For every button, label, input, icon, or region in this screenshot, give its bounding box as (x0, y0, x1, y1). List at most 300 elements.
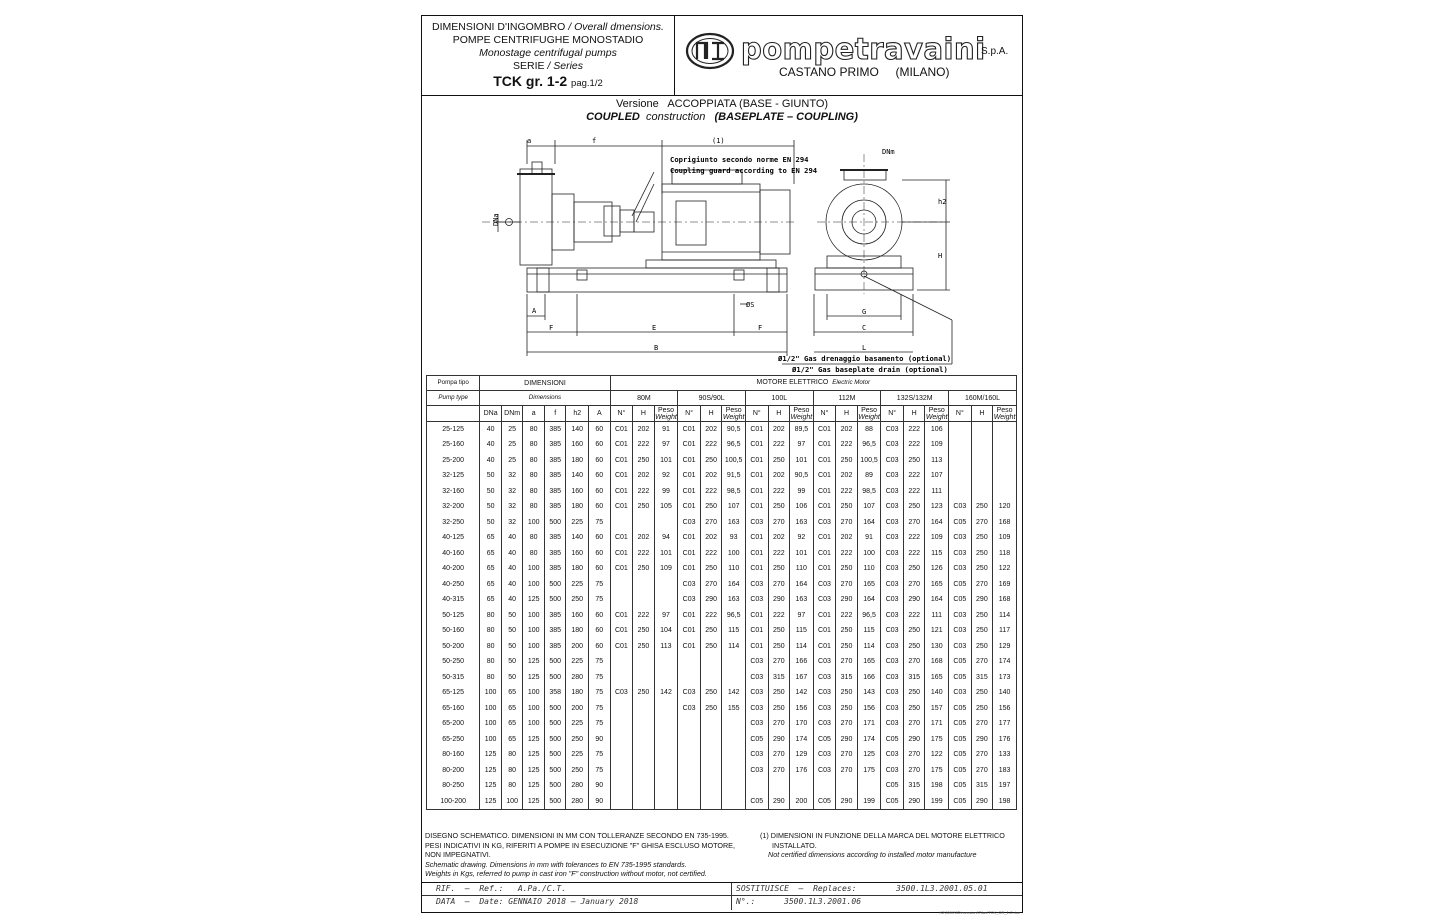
construction-type: COUPLED (586, 111, 640, 123)
pump-type-cell: 25-200 (427, 453, 480, 469)
motor-code-cell: C01 (610, 623, 633, 639)
pump-type-cell: 25-125 (427, 422, 480, 438)
drain-note-it: Ø1/2" Gas drenaggio basamento (optional) (778, 354, 952, 363)
motor-code-cell: C01 (678, 561, 701, 577)
motor-height-cell (971, 437, 993, 453)
motor-subcolumn-header: H (768, 406, 790, 422)
dimension-cell: 50 (501, 639, 523, 655)
weight-cell: 113 (654, 639, 678, 655)
dimension-column-header: f (544, 406, 566, 422)
motor-height-cell: 290 (903, 794, 925, 810)
weight-cell: 96,5 (722, 437, 746, 453)
motor-code-cell: C03 (745, 716, 768, 732)
weight-cell: 115 (790, 623, 814, 639)
motor-height-cell: 222 (768, 437, 790, 453)
motor-code-cell: C01 (610, 453, 633, 469)
note-line: PESI INDICATIVI IN KG, RIFERITI A POMPE IN ESECUZIONE "F" GHISA ESCLUSO MOTORE, (425, 840, 735, 850)
document-number-label: N°.: (736, 897, 756, 906)
motor-height-cell: 250 (836, 639, 858, 655)
dimension-cell: 225 (566, 577, 589, 593)
dimension-cell: 65 (501, 701, 523, 717)
motor-height-cell (836, 778, 858, 794)
motor-height-cell: 222 (903, 530, 925, 546)
motor-height-cell: 250 (971, 685, 993, 701)
weight-cell: 96,5 (857, 437, 881, 453)
weight-cell: 163 (722, 592, 746, 608)
motor-height-cell: 270 (836, 654, 858, 670)
dimension-cell: 385 (544, 561, 566, 577)
motor-code-cell: C03 (881, 484, 904, 500)
pump-type-cell: 50-160 (427, 623, 480, 639)
motor-code-cell: C05 (949, 654, 972, 670)
motor-height-cell: 250 (700, 499, 722, 515)
weight-cell: 97 (654, 437, 678, 453)
motor-code-cell: C01 (610, 437, 633, 453)
dimension-column-header: A (589, 406, 611, 422)
dimension-cell: 40 (501, 530, 523, 546)
weight-cell: 198 (993, 794, 1017, 810)
weight-cell: 140 (993, 685, 1017, 701)
weight-cell: 163 (790, 592, 814, 608)
dimension-cell: 60 (589, 484, 611, 500)
dimension-cell: 50 (501, 654, 523, 670)
motor-code-cell: C01 (813, 422, 836, 438)
weight-cell: 155 (722, 701, 746, 717)
motor-code-cell: C01 (678, 437, 701, 453)
motor-code-cell: C01 (678, 453, 701, 469)
weight-cell: 167 (790, 670, 814, 686)
weight-cell (654, 577, 678, 593)
dimension-cell: 100 (501, 794, 523, 810)
weight-cell: 110 (722, 561, 746, 577)
motor-height-cell: 250 (768, 639, 790, 655)
dimension-cell: 40 (480, 422, 502, 438)
dimension-cell: 32 (501, 468, 523, 484)
motor-code-cell (678, 670, 701, 686)
motor-code-cell (610, 592, 633, 608)
motor-height-cell (633, 778, 655, 794)
dimension-cell: 125 (480, 778, 502, 794)
pump-type-header-en: Pump type (427, 391, 480, 406)
weight-cell (722, 670, 746, 686)
motor-code-cell (678, 716, 701, 732)
dimension-cell: 75 (589, 716, 611, 732)
weight-label-it: Peso (725, 406, 742, 414)
weight-cell: 199 (925, 794, 949, 810)
dimension-cell: 60 (589, 561, 611, 577)
motor-code-cell: C03 (949, 546, 972, 562)
weight-cell: 91,5 (722, 468, 746, 484)
motor-code-cell: C03 (881, 561, 904, 577)
weight-cell: 115 (857, 623, 881, 639)
guard-label-it: Coprigiunto secondo norme EN 294 (670, 155, 809, 164)
motor-code-cell: C05 (949, 716, 972, 732)
weight-cell (654, 747, 678, 763)
motor-subcolumn-header: H (903, 406, 925, 422)
dimension-cell: 225 (566, 747, 589, 763)
dimension-cell: 32 (501, 515, 523, 531)
weight-cell: 166 (857, 670, 881, 686)
motor-height-cell: 250 (903, 561, 925, 577)
table-row (427, 701, 1017, 717)
dimension-cell: 75 (589, 763, 611, 779)
motor-height-cell: 202 (700, 530, 722, 546)
motor-subcolumn-header: H (633, 406, 655, 422)
company-name: pompetravaini (741, 32, 986, 66)
motor-height-cell: 290 (971, 592, 993, 608)
dim-label-L: L (862, 344, 867, 352)
note-line: INSTALLATO. (772, 840, 817, 850)
motor-code-cell: C01 (610, 422, 633, 438)
company-suffix: S.p.A. (981, 46, 1009, 57)
motor-height-cell: 222 (633, 546, 655, 562)
motor-code-cell: C01 (610, 561, 633, 577)
note-line: DISEGNO SCHEMATICO. DIMENSIONI IN MM CON TOLLERANZE SECONDO EN 735-1995. (425, 831, 729, 840)
dim-label-dnm: DNm (882, 148, 895, 156)
weight-cell: 109 (993, 530, 1017, 546)
weight-cell: 164 (722, 577, 746, 593)
motor-height-cell (633, 794, 655, 810)
construction-label: construction (646, 111, 706, 123)
motor-code-cell: C01 (813, 437, 836, 453)
motor-code-cell: C03 (745, 763, 768, 779)
date: DATA – Date: GENNAIO 2018 – January 2018 (436, 897, 639, 906)
motor-code-cell: C03 (813, 577, 836, 593)
dimension-cell: 160 (566, 608, 589, 624)
weight-cell: 164 (925, 592, 949, 608)
motor-height-cell: 270 (903, 747, 925, 763)
motor-code-cell: C03 (949, 561, 972, 577)
technical-drawing (422, 124, 1022, 376)
dimension-cell: 500 (544, 747, 566, 763)
motor-code-cell: C05 (881, 778, 904, 794)
motor-height-cell (633, 670, 655, 686)
weight-cell: 176 (790, 763, 814, 779)
dimension-cell: 75 (589, 654, 611, 670)
dimension-cell: 100 (523, 623, 545, 639)
motor-height-cell: 270 (971, 716, 993, 732)
dimension-cell: 60 (589, 437, 611, 453)
note-line: Not certified dimensions according to installed motor manufacture (768, 850, 977, 860)
weight-cell: 100 (857, 546, 881, 562)
drain-note-en: Ø1/2" Gas baseplate drain (optional) (792, 365, 948, 374)
weight-cell: 156 (857, 701, 881, 717)
weight-cell (654, 592, 678, 608)
motor-height-cell: 202 (700, 468, 722, 484)
motor-height-cell: 270 (836, 716, 858, 732)
dimension-cell: 25 (501, 437, 523, 453)
motor-height-cell: 250 (971, 499, 993, 515)
motor-code-cell: C03 (881, 499, 904, 515)
table-row (427, 530, 1017, 546)
motor-code-cell: C01 (813, 561, 836, 577)
weight-cell (993, 484, 1017, 500)
dimension-cell: 385 (544, 530, 566, 546)
motor-code-cell (610, 732, 633, 748)
dim-label-h2: h2 (938, 198, 947, 206)
weight-cell: 200 (790, 794, 814, 810)
motor-height-cell: 270 (836, 577, 858, 593)
motor-height-cell (633, 701, 655, 717)
table-row (427, 561, 1017, 577)
motor-height-cell: 270 (768, 747, 790, 763)
motor-code-cell: C03 (949, 608, 972, 624)
series-label-it: SERIE (512, 60, 545, 72)
table-header-row-3 (427, 406, 1017, 422)
weight-cell: 175 (857, 763, 881, 779)
weight-cell (654, 763, 678, 779)
dimension-cell: 180 (566, 453, 589, 469)
motor-height-cell: 315 (903, 778, 925, 794)
weight-cell: 125 (857, 747, 881, 763)
dim-label-E: E (652, 324, 657, 332)
dimension-cell: 225 (566, 716, 589, 732)
motor-height-cell: 270 (903, 716, 925, 732)
motor-size-header: 112M (813, 391, 881, 406)
motor-height-cell: 250 (633, 685, 655, 701)
motor-height-cell: 222 (768, 484, 790, 500)
pump-type-cell: 65-160 (427, 701, 480, 717)
dimension-cell: 500 (544, 592, 566, 608)
motor-code-cell: C03 (881, 515, 904, 531)
motor-code-cell: C01 (813, 623, 836, 639)
motor-code-cell: C01 (678, 639, 701, 655)
motor-height-cell (700, 747, 722, 763)
version-label: Versione (615, 98, 659, 110)
replaces-value: 3500.1L3.2001.05.01 (896, 884, 988, 893)
motor-code-cell: C03 (678, 685, 701, 701)
motor-code-cell (949, 484, 972, 500)
weight-cell (993, 437, 1017, 453)
motor-height-cell: 250 (903, 639, 925, 655)
weight-cell (993, 468, 1017, 484)
motor-height-cell (700, 654, 722, 670)
motor-height-cell: 202 (768, 468, 790, 484)
dimension-cell: 500 (544, 716, 566, 732)
motor-code-cell: C01 (813, 484, 836, 500)
motor-code-cell: C01 (610, 484, 633, 500)
weight-cell: 169 (993, 577, 1017, 593)
dimension-cell: 90 (589, 794, 611, 810)
motor-code-cell: C01 (813, 639, 836, 655)
dimension-cell: 100 (523, 685, 545, 701)
table-row (427, 716, 1017, 732)
weight-cell: 118 (993, 546, 1017, 562)
motor-height-cell: 222 (836, 484, 858, 500)
pump-type-cell: 40-125 (427, 530, 480, 546)
dimension-cell: 100 (523, 515, 545, 531)
weight-cell: 171 (925, 716, 949, 732)
dimension-column-header: h2 (566, 406, 589, 422)
dimension-cell: 50 (501, 670, 523, 686)
motor-height-cell: 315 (971, 778, 993, 794)
motor-code-cell: C05 (949, 732, 972, 748)
weight-cell: 170 (790, 716, 814, 732)
pump-type-cell: 50-125 (427, 608, 480, 624)
motor-height-cell (633, 577, 655, 593)
weight-label-it: Peso (793, 406, 810, 414)
dimension-cell: 60 (589, 639, 611, 655)
dim-label-S: ØS (746, 301, 755, 309)
dimensions-table (426, 375, 1017, 810)
dimension-cell: 25 (501, 453, 523, 469)
dimension-cell: 50 (480, 515, 502, 531)
dimension-cell: 40 (501, 561, 523, 577)
dimension-cell: 100 (523, 701, 545, 717)
dimension-cell: 125 (523, 794, 545, 810)
motor-height-cell (700, 716, 722, 732)
dimension-cell: 180 (566, 685, 589, 701)
motor-height-cell (633, 515, 655, 531)
motor-height-cell: 270 (836, 747, 858, 763)
weight-cell: 198 (925, 778, 949, 794)
motor-code-cell: C01 (745, 484, 768, 500)
motor-code-cell: C03 (881, 747, 904, 763)
motor-height-cell: 250 (700, 685, 722, 701)
replaces-label: SOSTITUISCE – Replaces: (736, 884, 857, 893)
dimension-cell: 50 (480, 468, 502, 484)
weight-cell (654, 654, 678, 670)
dimension-cell: 385 (544, 608, 566, 624)
motor-code-cell: C03 (881, 530, 904, 546)
motor-code-cell: C05 (949, 794, 972, 810)
motor-height-cell: 250 (971, 530, 993, 546)
dimension-cell: 80 (523, 499, 545, 515)
dimension-cell: 100 (523, 716, 545, 732)
dimension-cell: 65 (501, 685, 523, 701)
weight-cell: 92 (790, 530, 814, 546)
motor-height-cell: 270 (903, 654, 925, 670)
dimension-cell: 385 (544, 437, 566, 453)
motor-height-cell (700, 794, 722, 810)
dimension-cell: 50 (501, 608, 523, 624)
dimension-cell: 140 (566, 468, 589, 484)
motor-code-cell: C01 (813, 608, 836, 624)
weight-cell: 91 (654, 422, 678, 438)
dimension-cell: 500 (544, 778, 566, 794)
motor-code-cell: C01 (678, 530, 701, 546)
motor-height-cell: 250 (633, 453, 655, 469)
motor-height-cell: 250 (700, 623, 722, 639)
dimension-cell: 80 (523, 546, 545, 562)
motor-height-cell: 270 (903, 577, 925, 593)
motor-code-cell: C03 (881, 437, 904, 453)
motor-code-cell: C01 (678, 608, 701, 624)
pump-type-cell: 40-315 (427, 592, 480, 608)
motor-height-cell: 250 (768, 499, 790, 515)
motor-subcolumn-header: N° (949, 406, 972, 422)
motor-height-cell: 202 (836, 422, 858, 438)
dimension-cell: 60 (589, 499, 611, 515)
dimension-cell: 40 (480, 437, 502, 453)
weight-column-header (790, 406, 814, 422)
dimension-cell: 75 (589, 515, 611, 531)
motor-code-cell: C03 (881, 716, 904, 732)
motor-height-cell: 270 (768, 654, 790, 670)
construction-detail: (BASEPLATE – COUPLING) (714, 111, 858, 123)
motor-height-cell: 250 (903, 701, 925, 717)
motor-height-cell: 290 (768, 592, 790, 608)
motor-code-cell: C01 (813, 453, 836, 469)
dimension-cell: 100 (480, 732, 502, 748)
weight-cell: 165 (925, 577, 949, 593)
motor-height-cell: 250 (633, 623, 655, 639)
page-number: pag.1/2 (571, 78, 603, 89)
motor-height-cell: 222 (903, 484, 925, 500)
motor-height-cell: 270 (903, 515, 925, 531)
motor-height-cell (633, 592, 655, 608)
weight-cell: 183 (993, 763, 1017, 779)
weight-column-header (857, 406, 881, 422)
motor-height-cell: 250 (836, 499, 858, 515)
weight-cell: 130 (925, 639, 949, 655)
weight-cell: 143 (857, 685, 881, 701)
motor-height-cell: 290 (768, 794, 790, 810)
weight-cell: 91 (857, 530, 881, 546)
motor-code-cell: C01 (678, 499, 701, 515)
motor-height-cell: 222 (903, 437, 925, 453)
motor-code-cell: C01 (745, 608, 768, 624)
weight-cell: 107 (857, 499, 881, 515)
dimension-cell: 125 (523, 670, 545, 686)
motor-height-cell: 270 (768, 763, 790, 779)
weight-cell: 174 (790, 732, 814, 748)
weight-cell (722, 778, 746, 794)
dimension-cell: 500 (544, 515, 566, 531)
motor-code-cell: C01 (678, 546, 701, 562)
motor-code-cell (949, 453, 972, 469)
dimension-cell: 25 (501, 422, 523, 438)
motor-code-cell: C03 (813, 747, 836, 763)
dimension-cell: 90 (589, 732, 611, 748)
notes-right (760, 831, 1022, 860)
motor-code-cell: C03 (881, 453, 904, 469)
motor-height-cell: 222 (633, 437, 655, 453)
motor-height-cell (633, 716, 655, 732)
weight-cell: 114 (857, 639, 881, 655)
motor-height-cell: 250 (971, 561, 993, 577)
motor-height-cell: 222 (903, 468, 925, 484)
motor-code-cell (678, 794, 701, 810)
motor-subcolumn-header: N° (881, 406, 904, 422)
dimension-cell: 100 (523, 639, 545, 655)
motor-height-cell: 270 (971, 747, 993, 763)
motor-code-cell: C03 (949, 685, 972, 701)
motor-code-cell: C01 (813, 468, 836, 484)
motor-height-cell: 270 (836, 515, 858, 531)
motor-height-cell (971, 422, 993, 438)
dimension-cell: 280 (566, 794, 589, 810)
motor-height-cell: 222 (836, 437, 858, 453)
dimension-cell: 180 (566, 499, 589, 515)
weight-cell: 92 (654, 468, 678, 484)
weight-cell: 89,5 (790, 422, 814, 438)
weight-cell: 97 (790, 437, 814, 453)
weight-cell: 197 (993, 778, 1017, 794)
weight-cell: 122 (925, 747, 949, 763)
weight-cell: 117 (993, 623, 1017, 639)
dimension-cell: 160 (566, 546, 589, 562)
dimension-cell: 40 (501, 592, 523, 608)
motor-size-header: 132S/132M (881, 391, 949, 406)
motor-code-cell: C03 (881, 577, 904, 593)
motor-code-cell: C01 (813, 546, 836, 562)
pump-type-cell: 100-200 (427, 794, 480, 810)
motor-height-cell: 290 (768, 732, 790, 748)
motor-code-cell: C03 (813, 685, 836, 701)
dimension-column-header: DNa (480, 406, 502, 422)
note-line: NON IMPEGNATIVI. (425, 850, 491, 860)
